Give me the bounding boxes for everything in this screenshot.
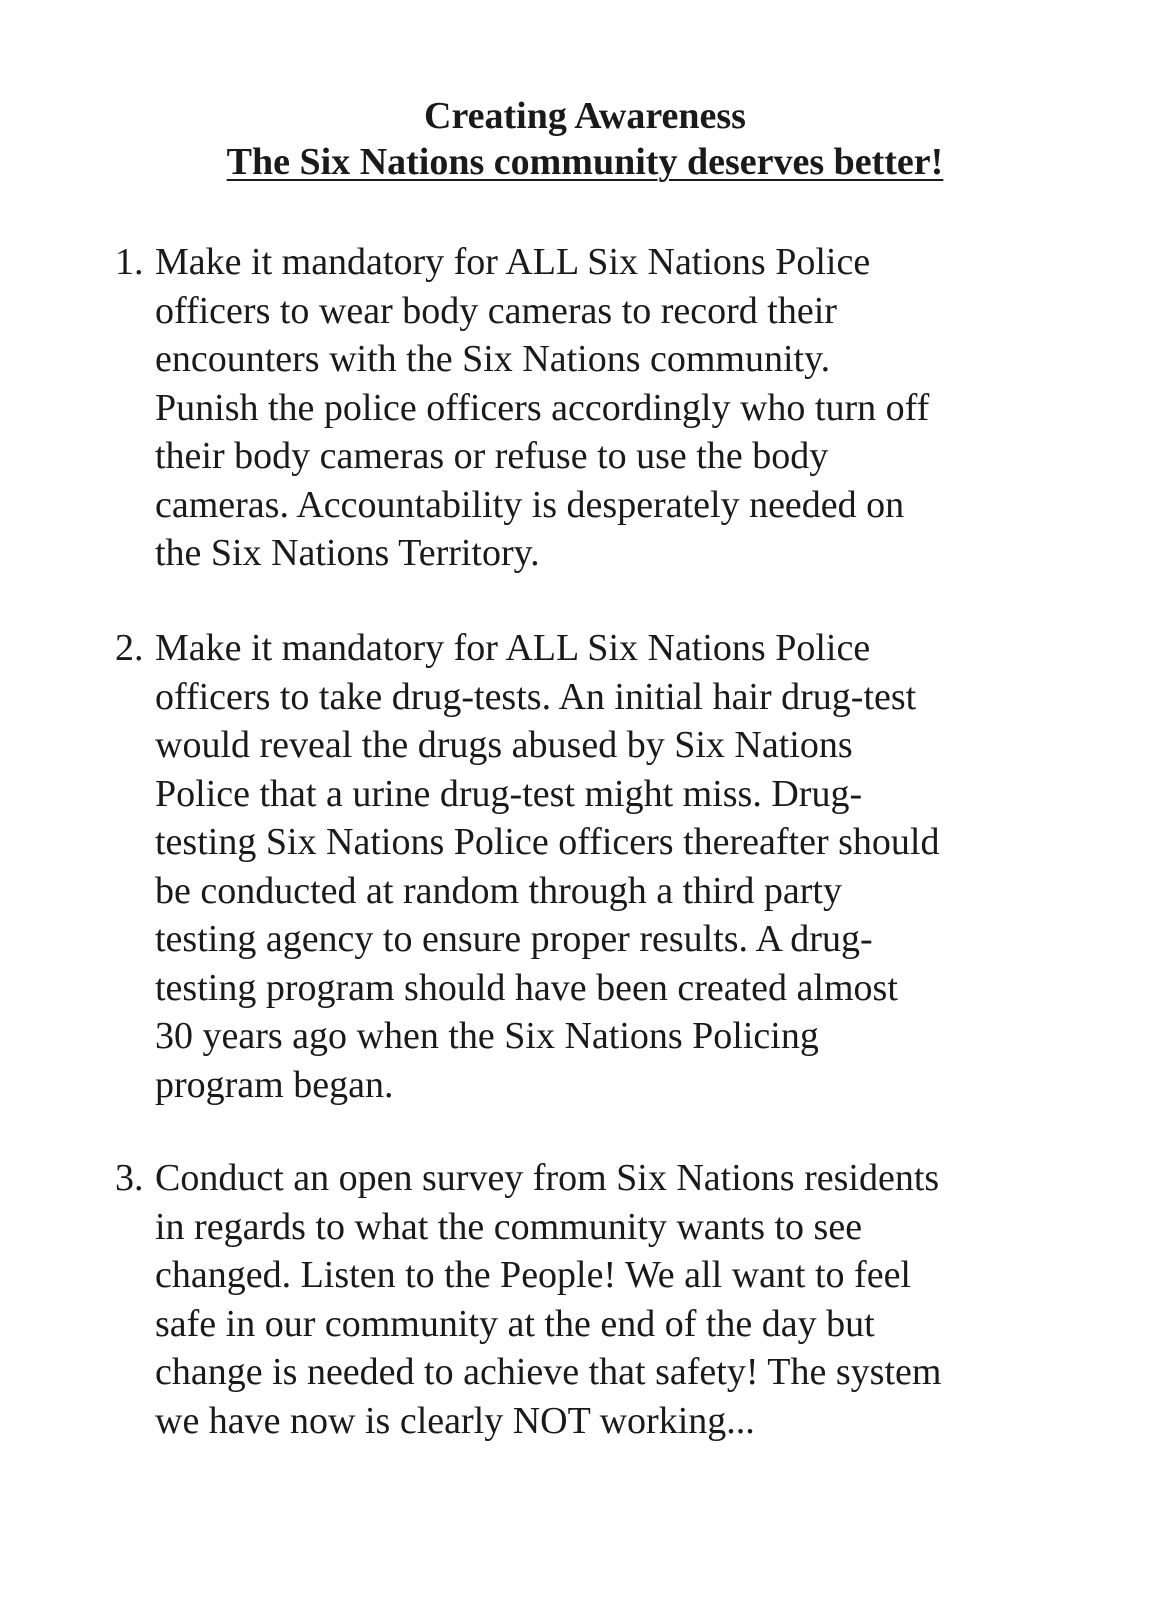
text-line: officers to take drug-tests. An initial hair drug-test xyxy=(155,675,917,718)
text-line: encounters with the Six Nations community. xyxy=(155,338,831,380)
text-line: change is needed to achieve that safety! The system xyxy=(155,1351,942,1393)
text-line: we have now is clearly NOT working... xyxy=(155,1399,755,1442)
text-line: Make it mandatory for ALL Six Nations Police xyxy=(155,627,871,669)
text-line: be conducted at random through a third party xyxy=(155,869,842,912)
text-line: program began. xyxy=(155,1063,394,1106)
text-line: testing Six Nations Police officers thereafter should xyxy=(155,821,940,863)
text-line: 30 years ago when the Six Nations Policing xyxy=(155,1015,819,1057)
text-line: changed. Listen to the People! We all want to feel xyxy=(155,1254,911,1296)
document-title: Creating Awareness xyxy=(424,95,746,137)
text-line: would reveal the drugs abused by Six Nations xyxy=(155,724,853,766)
text-line: Conduct an open survey from Six Nations residents xyxy=(155,1157,940,1199)
text-line: testing program should have been created almost xyxy=(155,966,898,1009)
text-line: the Six Nations Territory. xyxy=(155,532,540,574)
list-number: 2. xyxy=(115,627,144,669)
text-line: Make it mandatory for ALL Six Nations Police xyxy=(155,241,871,283)
text-line: their body cameras or refuse to use the body xyxy=(155,435,829,477)
text-line: testing agency to ensure proper results. A drug- xyxy=(155,918,873,960)
text-line: Punish the police officers accordingly who turn off xyxy=(155,386,930,429)
text-line: in regards to what the community wants to see xyxy=(155,1205,863,1248)
text-line: safe in our community at the end of the day but xyxy=(155,1302,875,1345)
text-line: officers to wear body cameras to record their xyxy=(155,289,837,332)
document-subtitle: The Six Nations community deserves better! xyxy=(226,141,944,183)
text-line: cameras. Accountability is desperately needed on xyxy=(155,483,905,526)
list-number: 3. xyxy=(115,1157,144,1199)
text-line: Police that a urine drug-test might miss. Drug- xyxy=(155,772,863,815)
list-number: 1. xyxy=(115,241,144,283)
